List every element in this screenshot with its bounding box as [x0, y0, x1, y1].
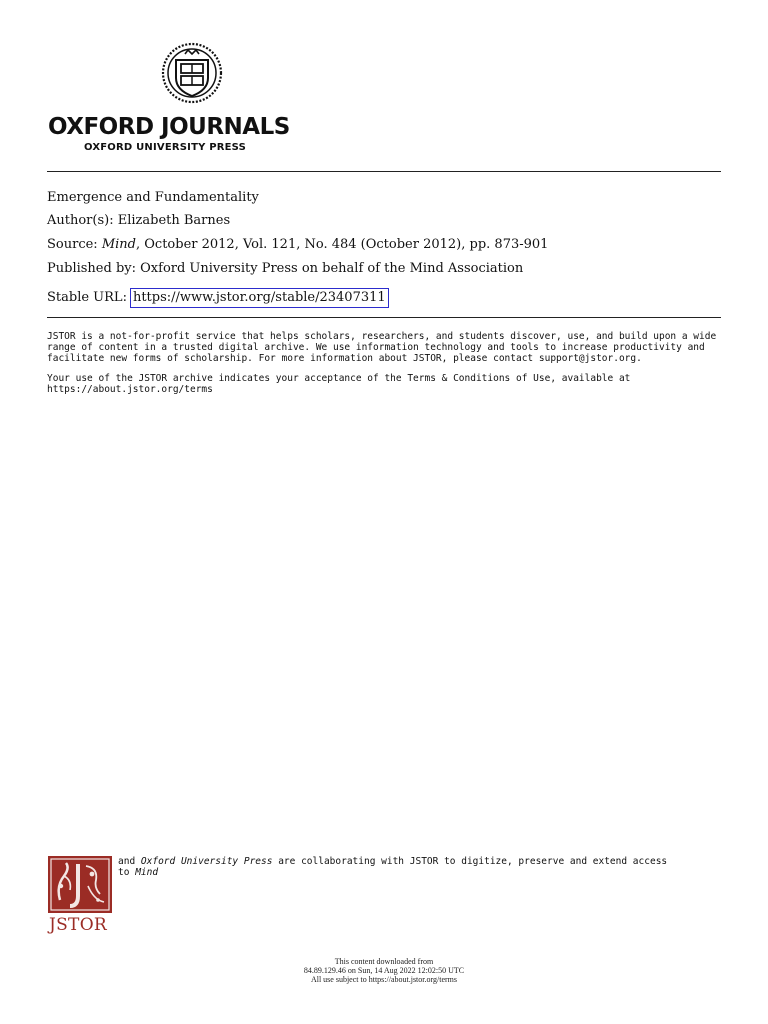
top-divider [47, 171, 721, 172]
article-authors [47, 212, 230, 230]
source-details: , October 2012, Vol. 121, No. 484 (October 2012), pp. 873-901 [136, 237, 549, 252]
source-journal: Mind [101, 237, 136, 252]
collab-journal: Mind [135, 867, 159, 878]
collaboration-statement [118, 856, 678, 878]
source-label: Source: [47, 237, 98, 252]
footer-line-1: This content downloaded from [334, 957, 434, 966]
jstor-notice: JSTOR is a not-for-profit service that helps scholars, researchers, and students discover, use, and build upon a wide range of content in a trusted digital archive. We use information technology and tools to increase productivity and facilitate new forms of scholarship. For more information about JSTOR, please contact support@jstor.org. [47, 331, 717, 364]
bottom-divider [47, 317, 721, 318]
footer-line-3: All use subject to https://about.jstor.org/terms [310, 975, 458, 984]
stable-url-row [47, 288, 389, 308]
article-source [47, 236, 548, 254]
download-footer [200, 957, 568, 984]
collab-middle: are collaborating with JSTOR to digitize, preserve and extend access to [118, 856, 668, 878]
stable-url-link[interactable]: https://www.jstor.org/stable/23407311 [130, 288, 389, 308]
logo-subtitle: OXFORD UNIVERSITY PRESS [84, 142, 247, 153]
collab-prefix: and [118, 856, 136, 867]
collab-publisher: Oxford University Press [140, 856, 273, 867]
stable-url-label: Stable URL: [47, 290, 127, 305]
oxford-journals-logo [48, 42, 338, 154]
jstor-emblem-icon [48, 856, 112, 913]
publisher-label: Published by: [47, 261, 136, 276]
authors-label: Author(s): [47, 213, 114, 228]
publisher-value: Oxford University Press on behalf of the Mind Association [140, 261, 524, 276]
oxford-crest-icon [161, 42, 223, 104]
jstor-logo [48, 856, 114, 936]
jstor-wordmark: JSTOR [49, 915, 108, 935]
terms-notice: Your use of the JSTOR archive indicates your acceptance of the Terms & Conditions of Use, available at https://about.jstor.org/terms [47, 373, 631, 395]
article-publisher [47, 260, 523, 278]
logo-title: OXFORD JOURNALS [48, 114, 290, 140]
footer-line-2: 84.89.129.46 on Sun, 14 Aug 2022 12:02:50 UTC [303, 966, 465, 975]
authors-value: Elizabeth Barnes [117, 213, 231, 228]
article-title: Emergence and Fundamentality [47, 190, 259, 205]
